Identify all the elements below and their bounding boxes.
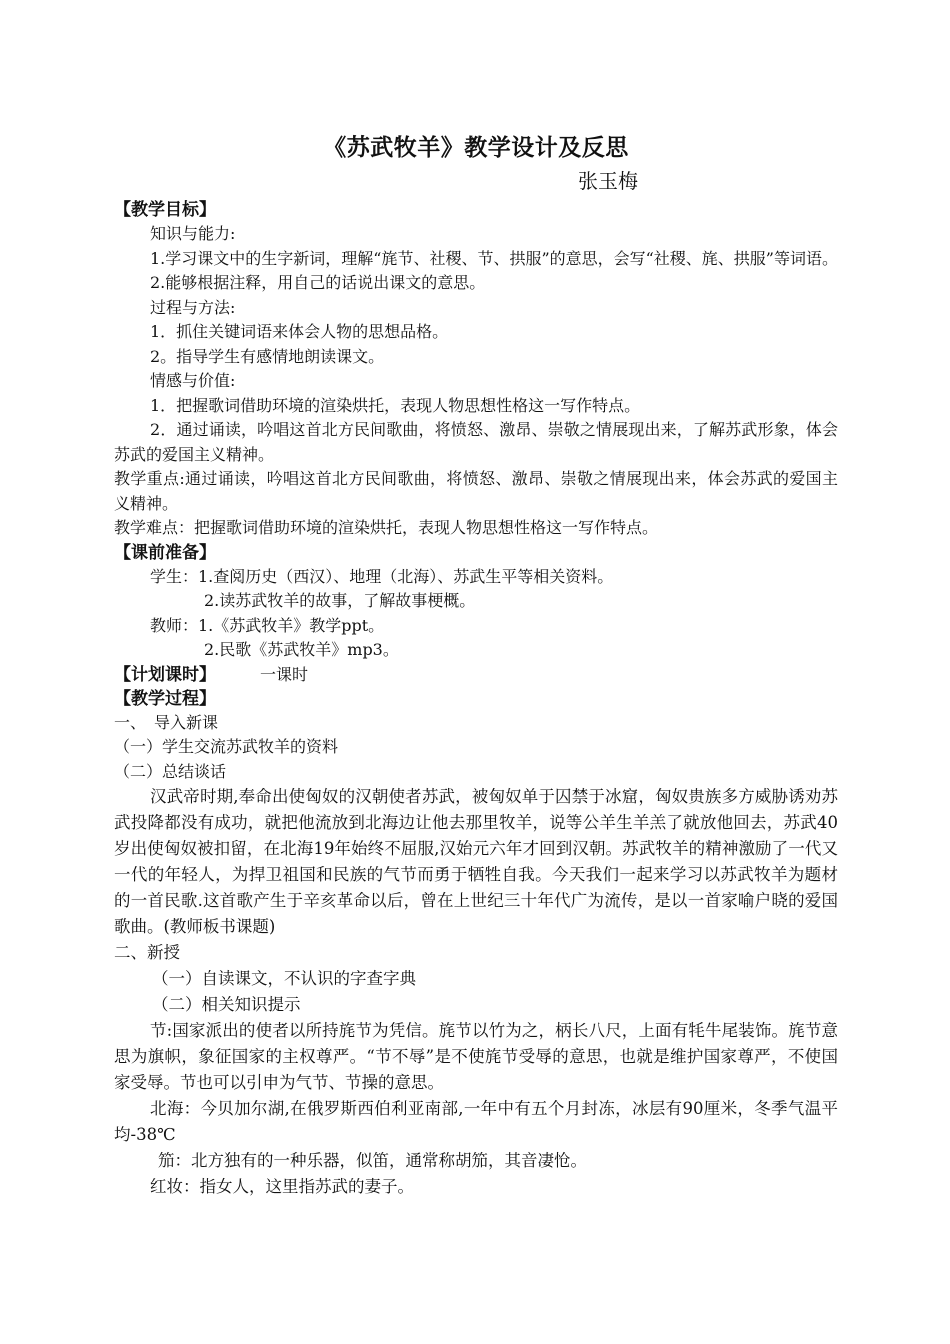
process-label: 过程与方法: — [150, 297, 236, 317]
student-prep-1: 学生：1.查阅历史（西汉）、地理（北海）、苏武生平等相关资料。 — [150, 566, 614, 586]
student-prep-2: 2.读苏武牧羊的故事，了解故事梗概。 — [204, 591, 476, 610]
step-1-title: 一、 导入新课 — [114, 712, 219, 732]
knowledge-item-2: 2.能够根据注释，用自己的话说出课文的意思。 — [150, 273, 486, 292]
intro-paragraph: 汉武帝时期,奉命出使匈奴的汉朝使者苏武，被匈奴单于囚禁于冰窟，匈奴贵族多方威胁诱劝苏武投降都没有成功，就把他流放到北海边让他去那里牧羊，说等公羊生羊羔了就放他回去，苏武40岁出使匈奴被扣留，在北海19年始终不屈服,汉始元六年才回到汉朝。苏武牧羊的精神激励了一代又一代的年轻人，为捍卫祖国和民族的气节而勇于牺牲自我。今天我们一起来学习以苏武牧羊为题材的一首民歌.这首歌产生于辛亥革命以后，曾在上世纪三十年代广为流传，是以一首家喻户晓的爱国歌曲。(教师板书课题) — [114, 787, 838, 936]
note-jie: 节:国家派出的使者以所持旄节为凭信。旄节以竹为之，柄长八尺，上面有牦牛尾装饰。旄节意思为旗帜，象征国家的主权尊严。“节不辱”是不使旄节受辱的意思，也就是维护国家尊严，不使国家受辱。节也可以引申为气节、节操的意思。 — [114, 1021, 838, 1092]
note-hongzhuang: 红妆：指女人，这里指苏武的妻子。 — [150, 1177, 414, 1196]
emotion-label: 情感与价值: — [150, 371, 236, 390]
author-name: 张玉梅 — [578, 169, 638, 193]
note-beihai: 北海：今贝加尔湖,在俄罗斯西伯利亚南部,一年中有五个月封冻，冰层有90厘米，冬季气温平均-38℃ — [114, 1099, 838, 1144]
emotion-item-1: 1．把握歌词借助环境的渲染烘托，表现人物思想性格这一写作特点。 — [150, 395, 641, 415]
page-title: 《苏武牧羊》教学设计及反思 — [323, 135, 629, 161]
knowledge-label: 知识与能力: — [150, 224, 236, 243]
document-page — [114, 130, 838, 1200]
knowledge-item-1: 1.学习课文中的生字新词，理解“旄节、社稷、节、拱服”的意思，会写“社稷、旄、拱服”等词语。 — [150, 248, 838, 268]
teacher-prep-2: 2.民歌《苏武牧羊》mp3。 — [204, 640, 399, 659]
hours-value: 一课时 — [260, 664, 309, 684]
teacher-prep-1: 教师：1.《苏武牧羊》教学ppt。 — [150, 615, 385, 635]
hours-row — [114, 663, 838, 687]
note-jia: 笳：北方独有的一种乐器，似笛，通常称胡笳，其音凄怆。 — [158, 1151, 587, 1170]
process-item-1: 1．抓住关键词语来体会人物的思想品格。 — [150, 322, 449, 341]
process-heading: 【教学过程】 — [114, 688, 216, 709]
key-point: 教学重点:通过诵读，吟唱这首北方民间歌曲，将愤怒、激昂、崇敬之情展现出来，体会苏武的爱国主义精神。 — [114, 469, 838, 513]
objectives-heading: 【教学目标】 — [114, 200, 216, 220]
step-1-a: （一）学生交流苏武牧羊的资料 — [114, 737, 339, 756]
difficulty: 教学难点：把握歌词借助环境的渲染烘托，表现人物思想性格这一写作特点。 — [114, 518, 659, 537]
prep-heading: 【课前准备】 — [114, 542, 216, 563]
process-item-2: 2。指导学生有感情地朗读课文。 — [150, 346, 385, 366]
step-2-b: （二）相关知识提示 — [152, 995, 301, 1014]
hours-heading: 【计划课时】 — [114, 664, 216, 685]
step-2-title: 二、新授 — [114, 943, 180, 962]
step-2-a: （一）自读课文，不认识的字查字典 — [152, 969, 416, 988]
step-1-b: （二）总结谈话 — [114, 761, 227, 781]
emotion-item-2: 2．通过诵读，吟唱这首北方民间歌曲，将愤怒、激昂、崇敬之情展现出来，了解苏武形象，体会苏武的爱国主义精神。 — [114, 420, 838, 464]
